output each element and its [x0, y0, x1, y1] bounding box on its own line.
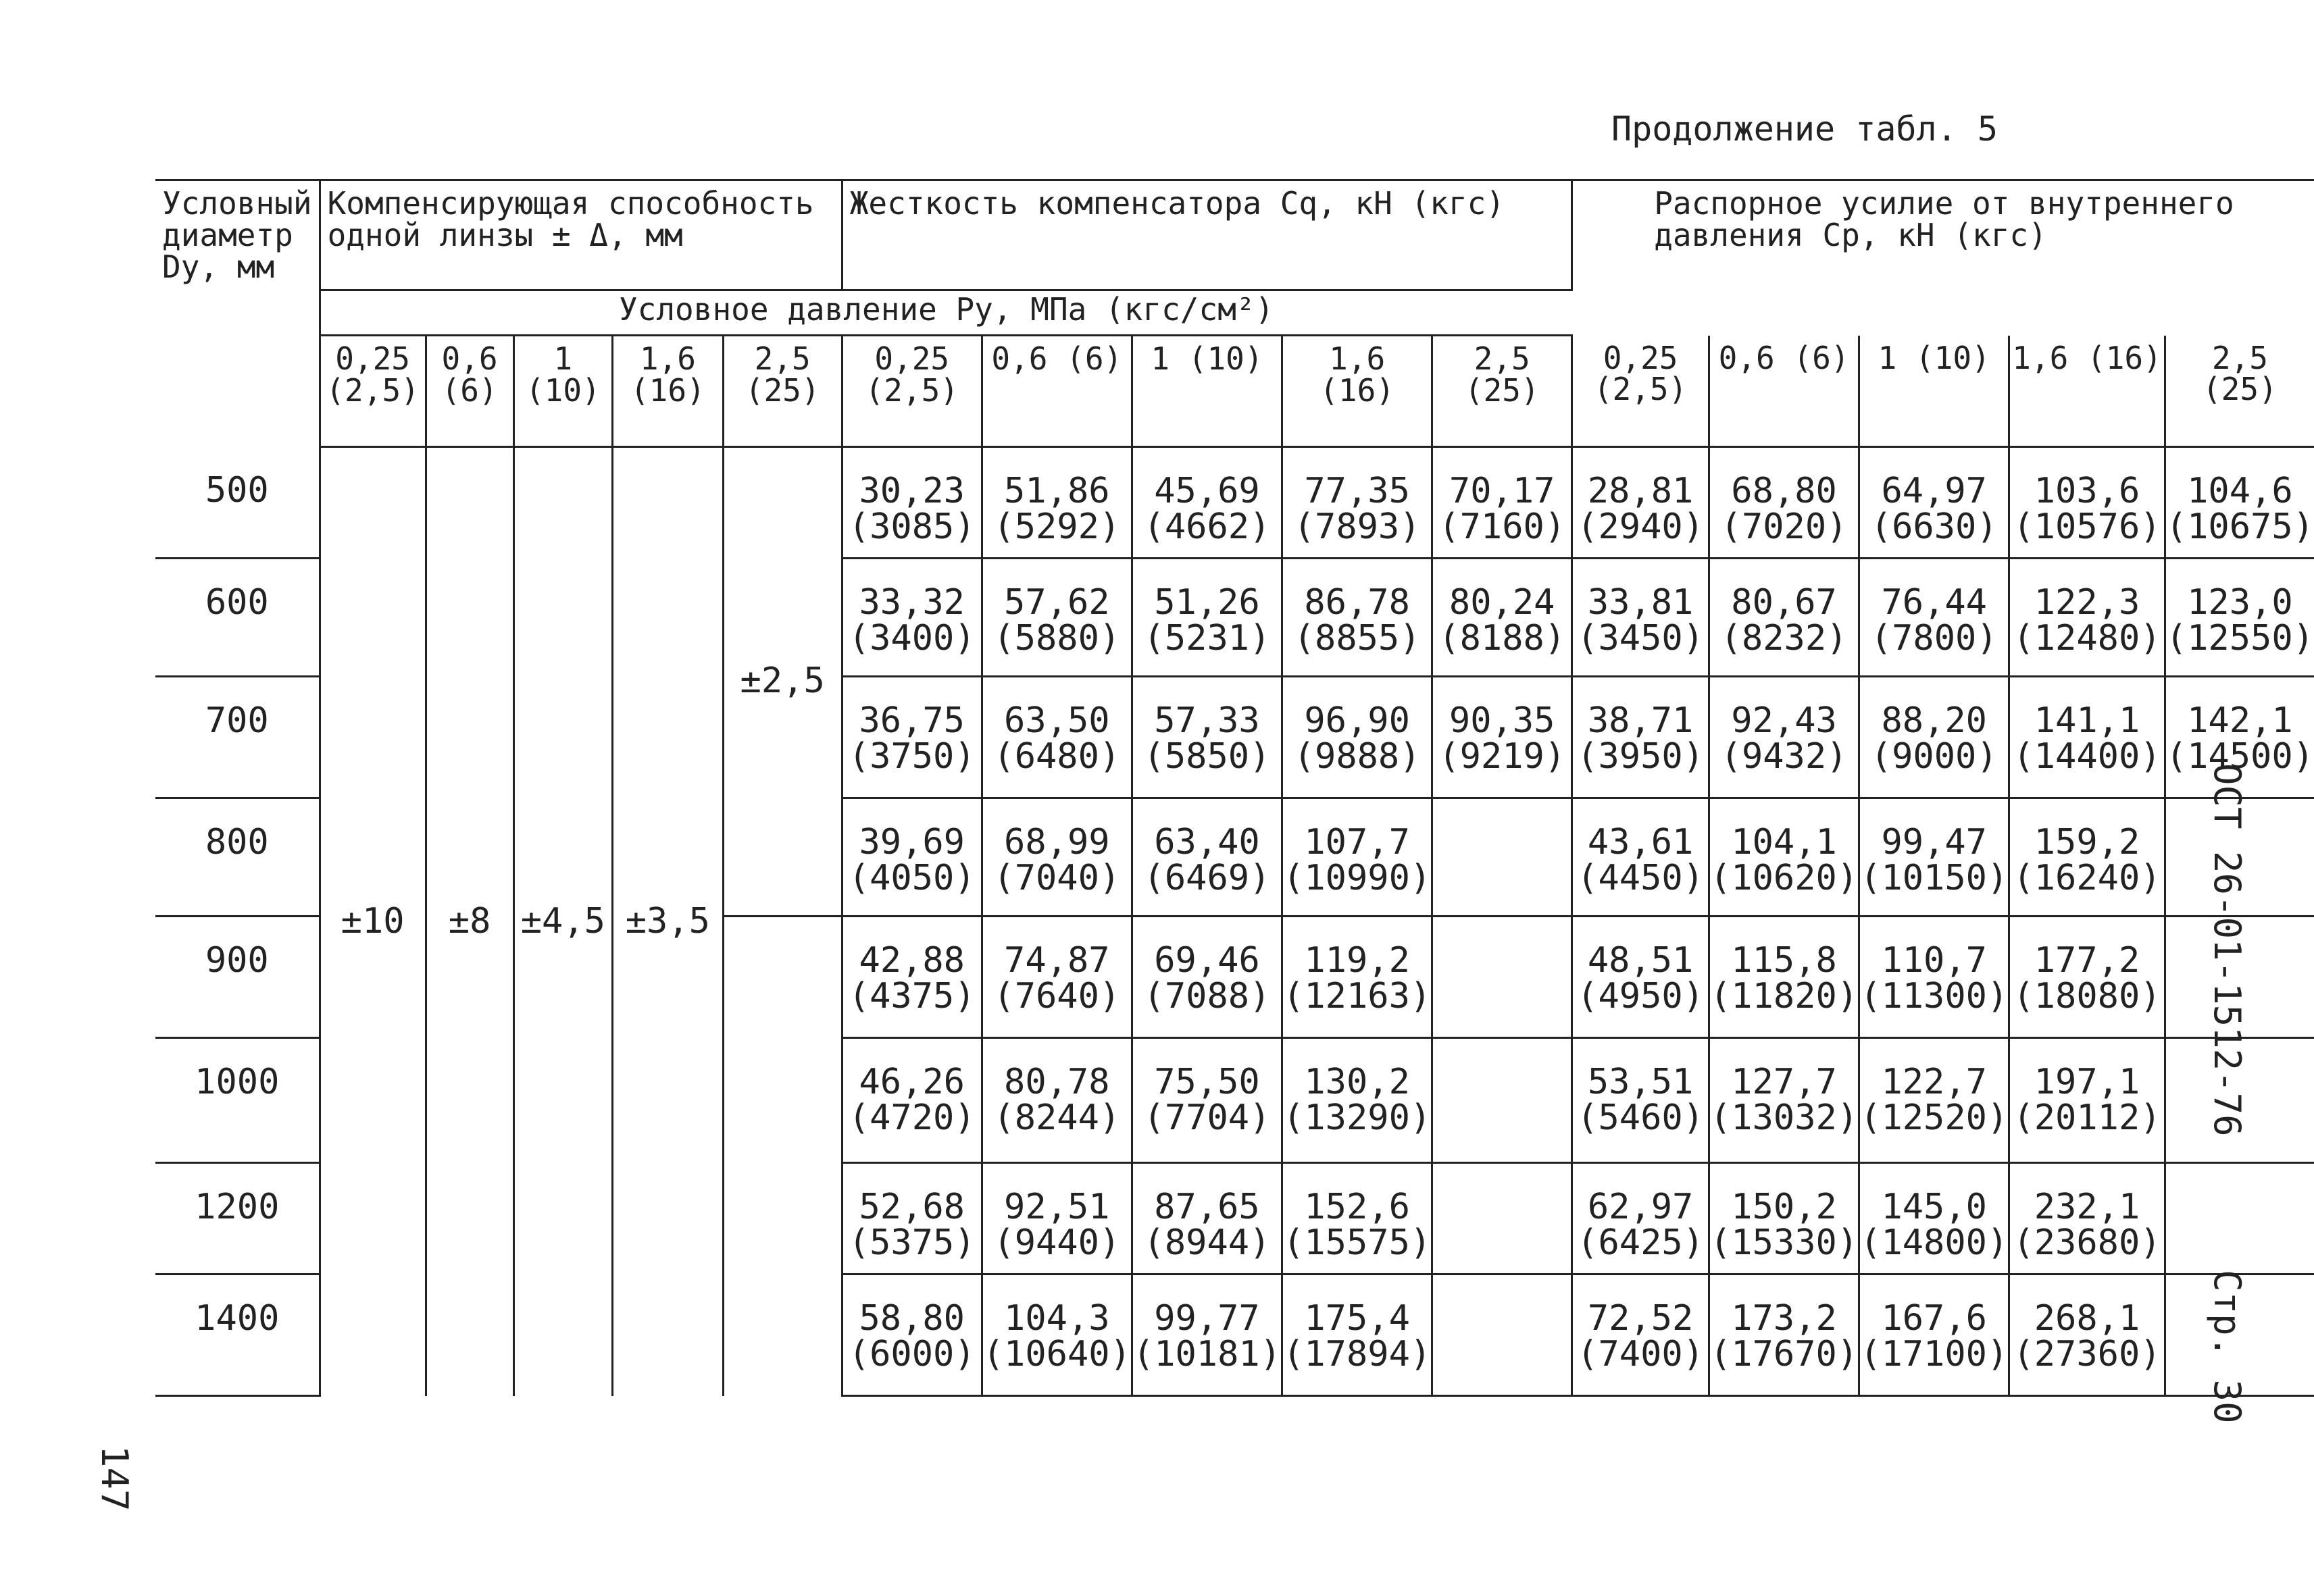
value-kn: 74,87 [1004, 940, 1110, 981]
value-kn: 52,68 [859, 1187, 965, 1227]
value-kn: 62,97 [1587, 1187, 1694, 1227]
force-cell [1709, 559, 1859, 677]
stiffness-cell [1282, 447, 1432, 559]
value-kgs: (10620) [1709, 858, 1859, 899]
stiffness-cell [1432, 1275, 1572, 1396]
value-kgs: (8232) [1720, 618, 1848, 659]
force-cell [1572, 1163, 1709, 1275]
force-cell [2009, 798, 2165, 917]
value-kn: 173,2 [1731, 1298, 1837, 1339]
value-kgs: (10150) [1860, 858, 2009, 899]
value-kn: 175,4 [1304, 1298, 1410, 1339]
stiffness-cell [1132, 798, 1282, 917]
force-cell [1572, 447, 1709, 559]
diameter-cell: 1400 [155, 1275, 320, 1396]
force-cell [2009, 1275, 2165, 1396]
value-kgs: (6469) [1143, 858, 1271, 899]
stiffness-cell [1432, 798, 1572, 917]
stiffness-cell [982, 559, 1132, 677]
value-kn: 69,46 [1154, 940, 1260, 981]
pressure-head: 2,5 (25) [1432, 336, 1572, 447]
capacity-cell: ±3,5 [613, 447, 723, 1396]
force-cell [1859, 447, 2009, 559]
value-kn: 167,6 [1881, 1298, 1987, 1339]
stiffness-cell [842, 1163, 982, 1275]
force-cell [1709, 1163, 1859, 1275]
value-kn: 122,7 [1881, 1062, 1987, 1102]
header-capacity: Компенсирующая способность одной линзы ± Δ, мм [320, 180, 842, 290]
stiffness-cell [982, 917, 1132, 1038]
stiffness-cell [842, 1038, 982, 1163]
value-kn: 51,26 [1154, 582, 1260, 623]
pressure-head: 1,6 (16) [613, 336, 723, 447]
value-kgs: (14400) [2013, 736, 2161, 777]
value-kn: 46,26 [859, 1062, 965, 1102]
stiffness-cell [1132, 1038, 1282, 1163]
stiffness-cell [982, 1163, 1132, 1275]
diameter-cell: 600 [155, 559, 320, 677]
value-kn: 141,1 [2034, 700, 2140, 741]
value-kgs: (8855) [1293, 618, 1421, 659]
value-kn: 51,86 [1004, 471, 1110, 511]
value-kgs: (8244) [993, 1098, 1121, 1139]
value-kn: 64,97 [1881, 471, 1987, 511]
stiffness-cell [1432, 1038, 1572, 1163]
force-cell [2009, 1038, 2165, 1163]
value-kn: 80,67 [1731, 582, 1837, 623]
value-kgs: (12550) [2165, 618, 2314, 659]
value-kn: 142,1 [2187, 700, 2293, 741]
value-kn: 38,71 [1587, 700, 1694, 741]
pressure-head: 0,6 (6) [982, 336, 1132, 447]
stiffness-cell [1282, 798, 1432, 917]
force-cell [1859, 798, 2009, 917]
value-kgs: (6425) [1577, 1222, 1705, 1264]
value-kgs: (5460) [1577, 1098, 1705, 1139]
force-cell [1859, 1163, 2009, 1275]
value-kgs: (12163) [1283, 976, 1432, 1017]
stiffness-cell [1432, 677, 1572, 798]
value-kgs: (5375) [848, 1222, 976, 1264]
value-kgs: (7088) [1143, 976, 1271, 1017]
value-kgs: (6480) [993, 736, 1121, 777]
value-kgs: (11820) [1709, 976, 1859, 1017]
value-kn: 110,7 [1881, 940, 1987, 981]
capacity-cell-empty [723, 917, 842, 1396]
force-cell [2165, 559, 2314, 677]
force-cell [2009, 677, 2165, 798]
value-kgs: (7400) [1577, 1334, 1705, 1375]
force-cell [1859, 677, 2009, 798]
value-kn: 68,99 [1004, 822, 1110, 863]
value-kn: 45,69 [1154, 471, 1260, 511]
value-kn: 99,77 [1154, 1298, 1260, 1339]
value-kn: 39,69 [859, 822, 965, 863]
force-cell [1709, 1038, 1859, 1163]
force-cell [1572, 1275, 1709, 1396]
value-kgs: (14800) [1860, 1222, 2009, 1264]
force-cell [1709, 917, 1859, 1038]
force-cell [2165, 447, 2314, 559]
stiffness-cell [982, 798, 1132, 917]
value-kgs: (17894) [1283, 1334, 1432, 1375]
value-kgs: (9219) [1438, 736, 1566, 777]
value-kn: 104,6 [2187, 471, 2293, 511]
value-kn: 57,62 [1004, 582, 1110, 623]
value-kgs: (12480) [2013, 618, 2161, 659]
force-cell [2009, 447, 2165, 559]
stiffness-cell [1132, 559, 1282, 677]
value-kgs: (9000) [1870, 736, 1998, 777]
value-kgs: (3450) [1577, 618, 1705, 659]
pressure-head: 1,6 (16) [2009, 336, 2165, 447]
capacity-cell: ±8 [426, 447, 513, 1396]
value-kn: 58,80 [859, 1298, 965, 1339]
diameter-cell: 900 [155, 917, 320, 1038]
capacity-cell: ±2,5 [723, 447, 842, 917]
stiffness-cell [1282, 1038, 1432, 1163]
value-kn: 57,33 [1154, 700, 1260, 741]
force-cell [1572, 559, 1709, 677]
value-kgs: (7160) [1438, 507, 1566, 548]
value-kn: 107,7 [1304, 822, 1410, 863]
document-code: ОСТ 26-01-1512-76 [2206, 763, 2248, 1137]
pressure-head: 2,5 (25) [723, 336, 842, 447]
value-kgs: (10675) [2165, 507, 2314, 548]
diameter-cell: 700 [155, 677, 320, 798]
value-kn: 268,1 [2034, 1298, 2140, 1339]
table-caption: Продолжение табл. 5 [1611, 109, 1998, 149]
stiffness-cell [1432, 447, 1572, 559]
stiffness-cell [1282, 1163, 1432, 1275]
value-kgs: (9440) [993, 1222, 1121, 1264]
value-kgs: (5850) [1143, 736, 1271, 777]
capacity-cell: ±4,5 [513, 447, 613, 1396]
value-kgs: (10576) [2013, 507, 2161, 548]
force-cell [1709, 447, 1859, 559]
value-kn: 130,2 [1304, 1062, 1410, 1102]
force-cell [2009, 559, 2165, 677]
value-kn: 86,78 [1304, 582, 1410, 623]
value-kgs: (6630) [1870, 507, 1998, 548]
value-kn: 42,88 [859, 940, 965, 981]
value-kn: 28,81 [1587, 471, 1694, 511]
value-kn: 76,44 [1881, 582, 1987, 623]
value-kn: 104,1 [1731, 822, 1837, 863]
value-kgs: (2940) [1577, 507, 1705, 548]
value-kgs: (4662) [1143, 507, 1271, 548]
value-kn: 96,90 [1304, 700, 1410, 741]
value-kgs: (8188) [1438, 618, 1566, 659]
value-kn: 145,0 [1881, 1187, 1987, 1227]
bottom-page-number: 147 [93, 1445, 136, 1512]
page-label: Стр. 30 [2206, 1270, 2248, 1424]
header-diameter: Условный диаметр Dу, мм [155, 180, 320, 447]
stiffness-cell [1432, 917, 1572, 1038]
stiffness-cell [842, 917, 982, 1038]
value-kn: 159,2 [2034, 822, 2140, 863]
stiffness-cell [1282, 559, 1432, 677]
value-kgs: (15330) [1709, 1222, 1859, 1264]
value-kgs: (23680) [2013, 1222, 2161, 1264]
value-kn: 104,3 [1004, 1298, 1110, 1339]
value-kn: 90,35 [1449, 700, 1555, 741]
force-cell [1572, 917, 1709, 1038]
value-kn: 127,7 [1731, 1062, 1837, 1102]
value-kgs: (7640) [993, 976, 1121, 1017]
value-kgs: (7893) [1293, 507, 1421, 548]
value-kn: 103,6 [2034, 471, 2140, 511]
force-cell [1572, 1038, 1709, 1163]
capacity-cell: ±10 [320, 447, 426, 1396]
value-kgs: (10640) [982, 1334, 1131, 1375]
diameter-cell: 1200 [155, 1163, 320, 1275]
value-kgs: (3750) [848, 736, 976, 777]
stiffness-cell [1132, 1163, 1282, 1275]
value-kn: 80,24 [1449, 582, 1555, 623]
value-kgs: (3085) [848, 507, 976, 548]
value-kgs: (3950) [1577, 736, 1705, 777]
stiffness-cell [1282, 677, 1432, 798]
stiffness-cell [1282, 917, 1432, 1038]
value-kn: 30,23 [859, 471, 965, 511]
pressure-head: 0,25 (2,5) [842, 336, 982, 447]
stiffness-cell [842, 1275, 982, 1396]
value-kn: 72,52 [1587, 1298, 1694, 1339]
value-kgs: (13290) [1283, 1098, 1432, 1139]
force-cell [1859, 917, 2009, 1038]
pressure-head: 1 (10) [1132, 336, 1282, 447]
force-cell [1572, 677, 1709, 798]
value-kn: 92,51 [1004, 1187, 1110, 1227]
force-cell [1709, 798, 1859, 917]
pressure-head: 0,25 (2,5) [320, 336, 426, 447]
header-pressure: Условное давление Pу, МПа (кгс/см²) [320, 290, 1572, 336]
value-kgs: (18080) [2013, 976, 2161, 1017]
stiffness-cell [842, 798, 982, 917]
stiffness-cell [842, 677, 982, 798]
force-cell [1709, 1275, 1859, 1396]
stiffness-cell [1132, 1275, 1282, 1396]
value-kgs: (9432) [1720, 736, 1848, 777]
stiffness-cell [842, 559, 982, 677]
stiffness-cell [1132, 447, 1282, 559]
diameter-cell: 500 [155, 447, 320, 559]
value-kn: 119,2 [1304, 940, 1410, 981]
value-kn: 123,0 [2187, 582, 2293, 623]
value-kgs: (5231) [1143, 618, 1271, 659]
value-kgs: (7800) [1870, 618, 1998, 659]
value-kgs: (20112) [2013, 1098, 2161, 1139]
force-cell [1859, 559, 2009, 677]
stiffness-cell [1132, 917, 1282, 1038]
force-cell [1709, 677, 1859, 798]
diameter-cell: 800 [155, 798, 320, 917]
stiffness-cell [1432, 1163, 1572, 1275]
value-kn: 33,32 [859, 582, 965, 623]
value-kgs: (12520) [1860, 1098, 2009, 1139]
value-kgs: (4720) [848, 1098, 976, 1139]
pressure-head: 1 (10) [1859, 336, 2009, 447]
pressure-head: 1 (10) [513, 336, 613, 447]
value-kn: 197,1 [2034, 1062, 2140, 1102]
value-kgs: (5880) [993, 618, 1121, 659]
value-kn: 232,1 [2034, 1187, 2140, 1227]
value-kn: 115,8 [1731, 940, 1837, 981]
header-stiffness: Жесткость компенсатора Cq, кН (кгс) [842, 180, 1571, 290]
pressure-head: 0,6 (6) [426, 336, 513, 447]
value-kgs: (16240) [2013, 858, 2161, 899]
value-kgs: (7704) [1143, 1098, 1271, 1139]
value-kgs: (13032) [1709, 1098, 1859, 1139]
force-cell [1859, 1038, 2009, 1163]
value-kn: 33,81 [1587, 582, 1694, 623]
value-kn: 43,61 [1587, 822, 1694, 863]
force-cell [2009, 1163, 2165, 1275]
value-kgs: (17670) [1709, 1334, 1859, 1375]
force-cell [1572, 798, 1709, 917]
pressure-head: 1,6 (16) [1282, 336, 1432, 447]
value-kn: 92,43 [1731, 700, 1837, 741]
value-kn: 63,50 [1004, 700, 1110, 741]
value-kgs: (4375) [848, 976, 976, 1017]
stiffness-cell [982, 1038, 1132, 1163]
value-kn: 152,6 [1304, 1187, 1410, 1227]
value-kgs: (3400) [848, 618, 976, 659]
stiffness-cell [982, 1275, 1132, 1396]
pressure-head: 2,5 (25) [2165, 336, 2314, 447]
value-kgs: (17100) [1860, 1334, 2009, 1375]
diameter-cell: 1000 [155, 1038, 320, 1163]
value-kgs: (15575) [1283, 1222, 1432, 1264]
stiffness-cell [1432, 559, 1572, 677]
stiffness-cell [1132, 677, 1282, 798]
value-kgs: (6000) [848, 1334, 976, 1375]
force-cell [1859, 1275, 2009, 1396]
stiffness-cell [1282, 1275, 1432, 1396]
stiffness-cell [982, 677, 1132, 798]
table-row [155, 447, 2314, 559]
value-kgs: (4450) [1577, 858, 1705, 899]
value-kn: 99,47 [1881, 822, 1987, 863]
value-kgs: (27360) [2013, 1334, 2161, 1375]
stiffness-cell [842, 447, 982, 559]
value-kgs: (9888) [1293, 736, 1421, 777]
value-kgs: (5292) [993, 507, 1121, 548]
pressure-head: 0,25 (2,5) [1572, 336, 1709, 447]
force-cell [2009, 917, 2165, 1038]
value-kn: 150,2 [1731, 1187, 1837, 1227]
compensator-table [155, 179, 2314, 1397]
force-cell [2165, 1163, 2314, 1275]
value-kgs: (10181) [1132, 1334, 1282, 1375]
value-kgs: (10990) [1283, 858, 1432, 899]
value-kgs: (11300) [1860, 976, 2009, 1017]
value-kn: 77,35 [1304, 471, 1410, 511]
value-kn: 48,51 [1587, 940, 1694, 981]
value-kgs: (14500) [2165, 736, 2314, 777]
value-kgs: (7020) [1720, 507, 1848, 548]
value-kgs: (4050) [848, 858, 976, 899]
value-kn: 68,80 [1731, 471, 1837, 511]
value-kn: 177,2 [2034, 940, 2140, 981]
value-kn: 80,78 [1004, 1062, 1110, 1102]
value-kgs: (7040) [993, 858, 1121, 899]
value-kgs: (8944) [1143, 1222, 1271, 1264]
value-kn: 63,40 [1154, 822, 1260, 863]
value-kn: 75,50 [1154, 1062, 1260, 1102]
pressure-head: 0,6 (6) [1709, 336, 1859, 447]
value-kn: 53,51 [1587, 1062, 1694, 1102]
value-kn: 36,75 [859, 700, 965, 741]
value-kn: 88,20 [1881, 700, 1987, 741]
value-kn: 87,65 [1154, 1187, 1260, 1227]
header-force: Распорное усилие от внутреннего давления Cp, кН (кгс) [1572, 180, 2314, 290]
value-kn: 122,3 [2034, 582, 2140, 623]
value-kn: 70,17 [1449, 471, 1555, 511]
value-kgs: (4950) [1577, 976, 1705, 1017]
stiffness-cell [982, 447, 1132, 559]
